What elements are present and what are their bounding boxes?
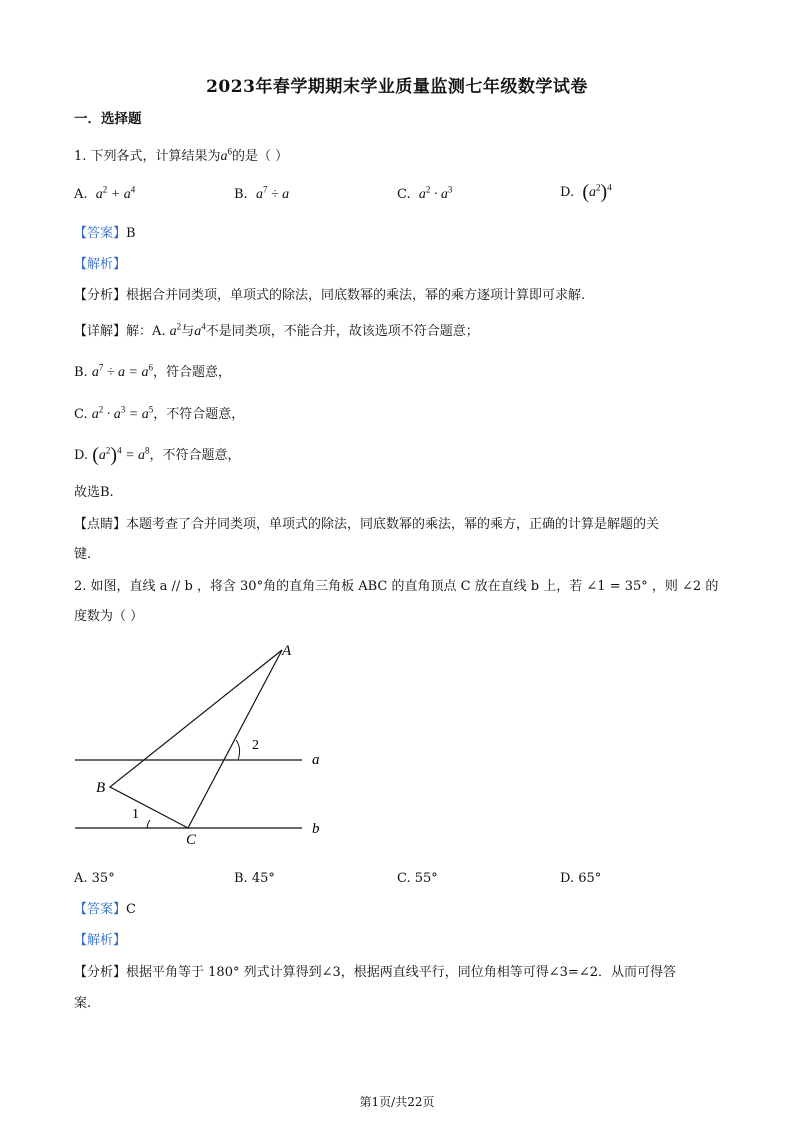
q1-stem: 1. 下列各式，计算结果为$a^6$的是（ ） — [74, 146, 289, 164]
q1-dianjing-1: 【点睛】本题考查了合并同类项，单项式的除法，同底数幂的乘法，幂的乘方，正确的计算是解题的关 — [74, 517, 660, 532]
q2-stem-1: 2. 如图，直线 a // b ，将含 30°角的直角三角板 ABC 的直角顶点 C 放在直线 b 上，若 ∠1 = 35° ，则 ∠2 的 — [74, 579, 719, 594]
q2-analysis-tag: 【解析】 — [74, 933, 127, 948]
angle-1-arc — [147, 820, 150, 828]
q1-option-c: C. $a^2 \cdot a^3$ — [397, 184, 453, 202]
label-a-point: A — [282, 643, 292, 659]
q1-fenxi: 【分析】根据合并同类项，单项式的除法，同底数幂的乘法，幂的乘方逐项计算即可求解. — [74, 288, 586, 303]
q1-detail-b: B. $a^7 \div a = a^6$，符合题意， — [74, 362, 231, 380]
label-line-b: b — [312, 821, 320, 837]
q2-option-b: B. 45° — [234, 871, 275, 886]
label-angle-1: 1 — [132, 807, 139, 822]
page-footer: 第1页/共22页 — [359, 1095, 435, 1109]
q1-option-b: B. $a^7 \div a$ — [234, 184, 290, 202]
angle-2-arc — [236, 740, 240, 760]
label-line-a: a — [312, 752, 320, 768]
q2-fenxi-1: 【分析】根据平角等于 180° 列式计算得到∠3，根据两直线平行，同位角相等可得∠3=∠2．从而可得答 — [74, 965, 676, 980]
label-c-point: C — [186, 832, 197, 848]
q1-dianjing-2: 键. — [74, 547, 92, 562]
math-expr: $a^6$ — [220, 146, 233, 164]
q2-geometry-figure — [70, 640, 340, 855]
label-b-point: B — [96, 780, 106, 796]
q1-analysis-tag: 【解析】 — [74, 257, 127, 272]
q1-detail-d: D. $(a^2)^4 = a^8$，不符合题意， — [74, 444, 241, 466]
q2-answer: 【答案】C — [74, 902, 136, 917]
q1-detail-a: 【详解】解：A. $a^2$与$a^4$不是同类项，不能合并，故该选项不符合题意； — [74, 321, 479, 339]
q1-answer: 【答案】B — [74, 226, 136, 241]
q2-option-d: D. 65° — [560, 871, 602, 886]
section-title: 一．选择题 — [74, 111, 142, 127]
q1-option-d: D. $(a^2)^4$ — [560, 181, 612, 203]
q2-option-a: A. 35° — [74, 871, 115, 886]
q2-stem-2: 度数为（ ） — [74, 609, 144, 624]
page-title: 2023年春学期期末学业质量监测七年级数学试卷 — [206, 77, 588, 97]
label-angle-2: 2 — [252, 738, 259, 753]
q1-option-a: A. $a^2 + a^4$ — [74, 184, 136, 202]
q2-option-c: C. 55° — [397, 871, 438, 886]
q1-conclusion: 故选B. — [74, 485, 114, 500]
q1-detail-c: C. $a^2 \cdot a^3 = a^5$，不符合题意， — [74, 404, 245, 422]
q2-fenxi-2: 案. — [74, 996, 92, 1011]
